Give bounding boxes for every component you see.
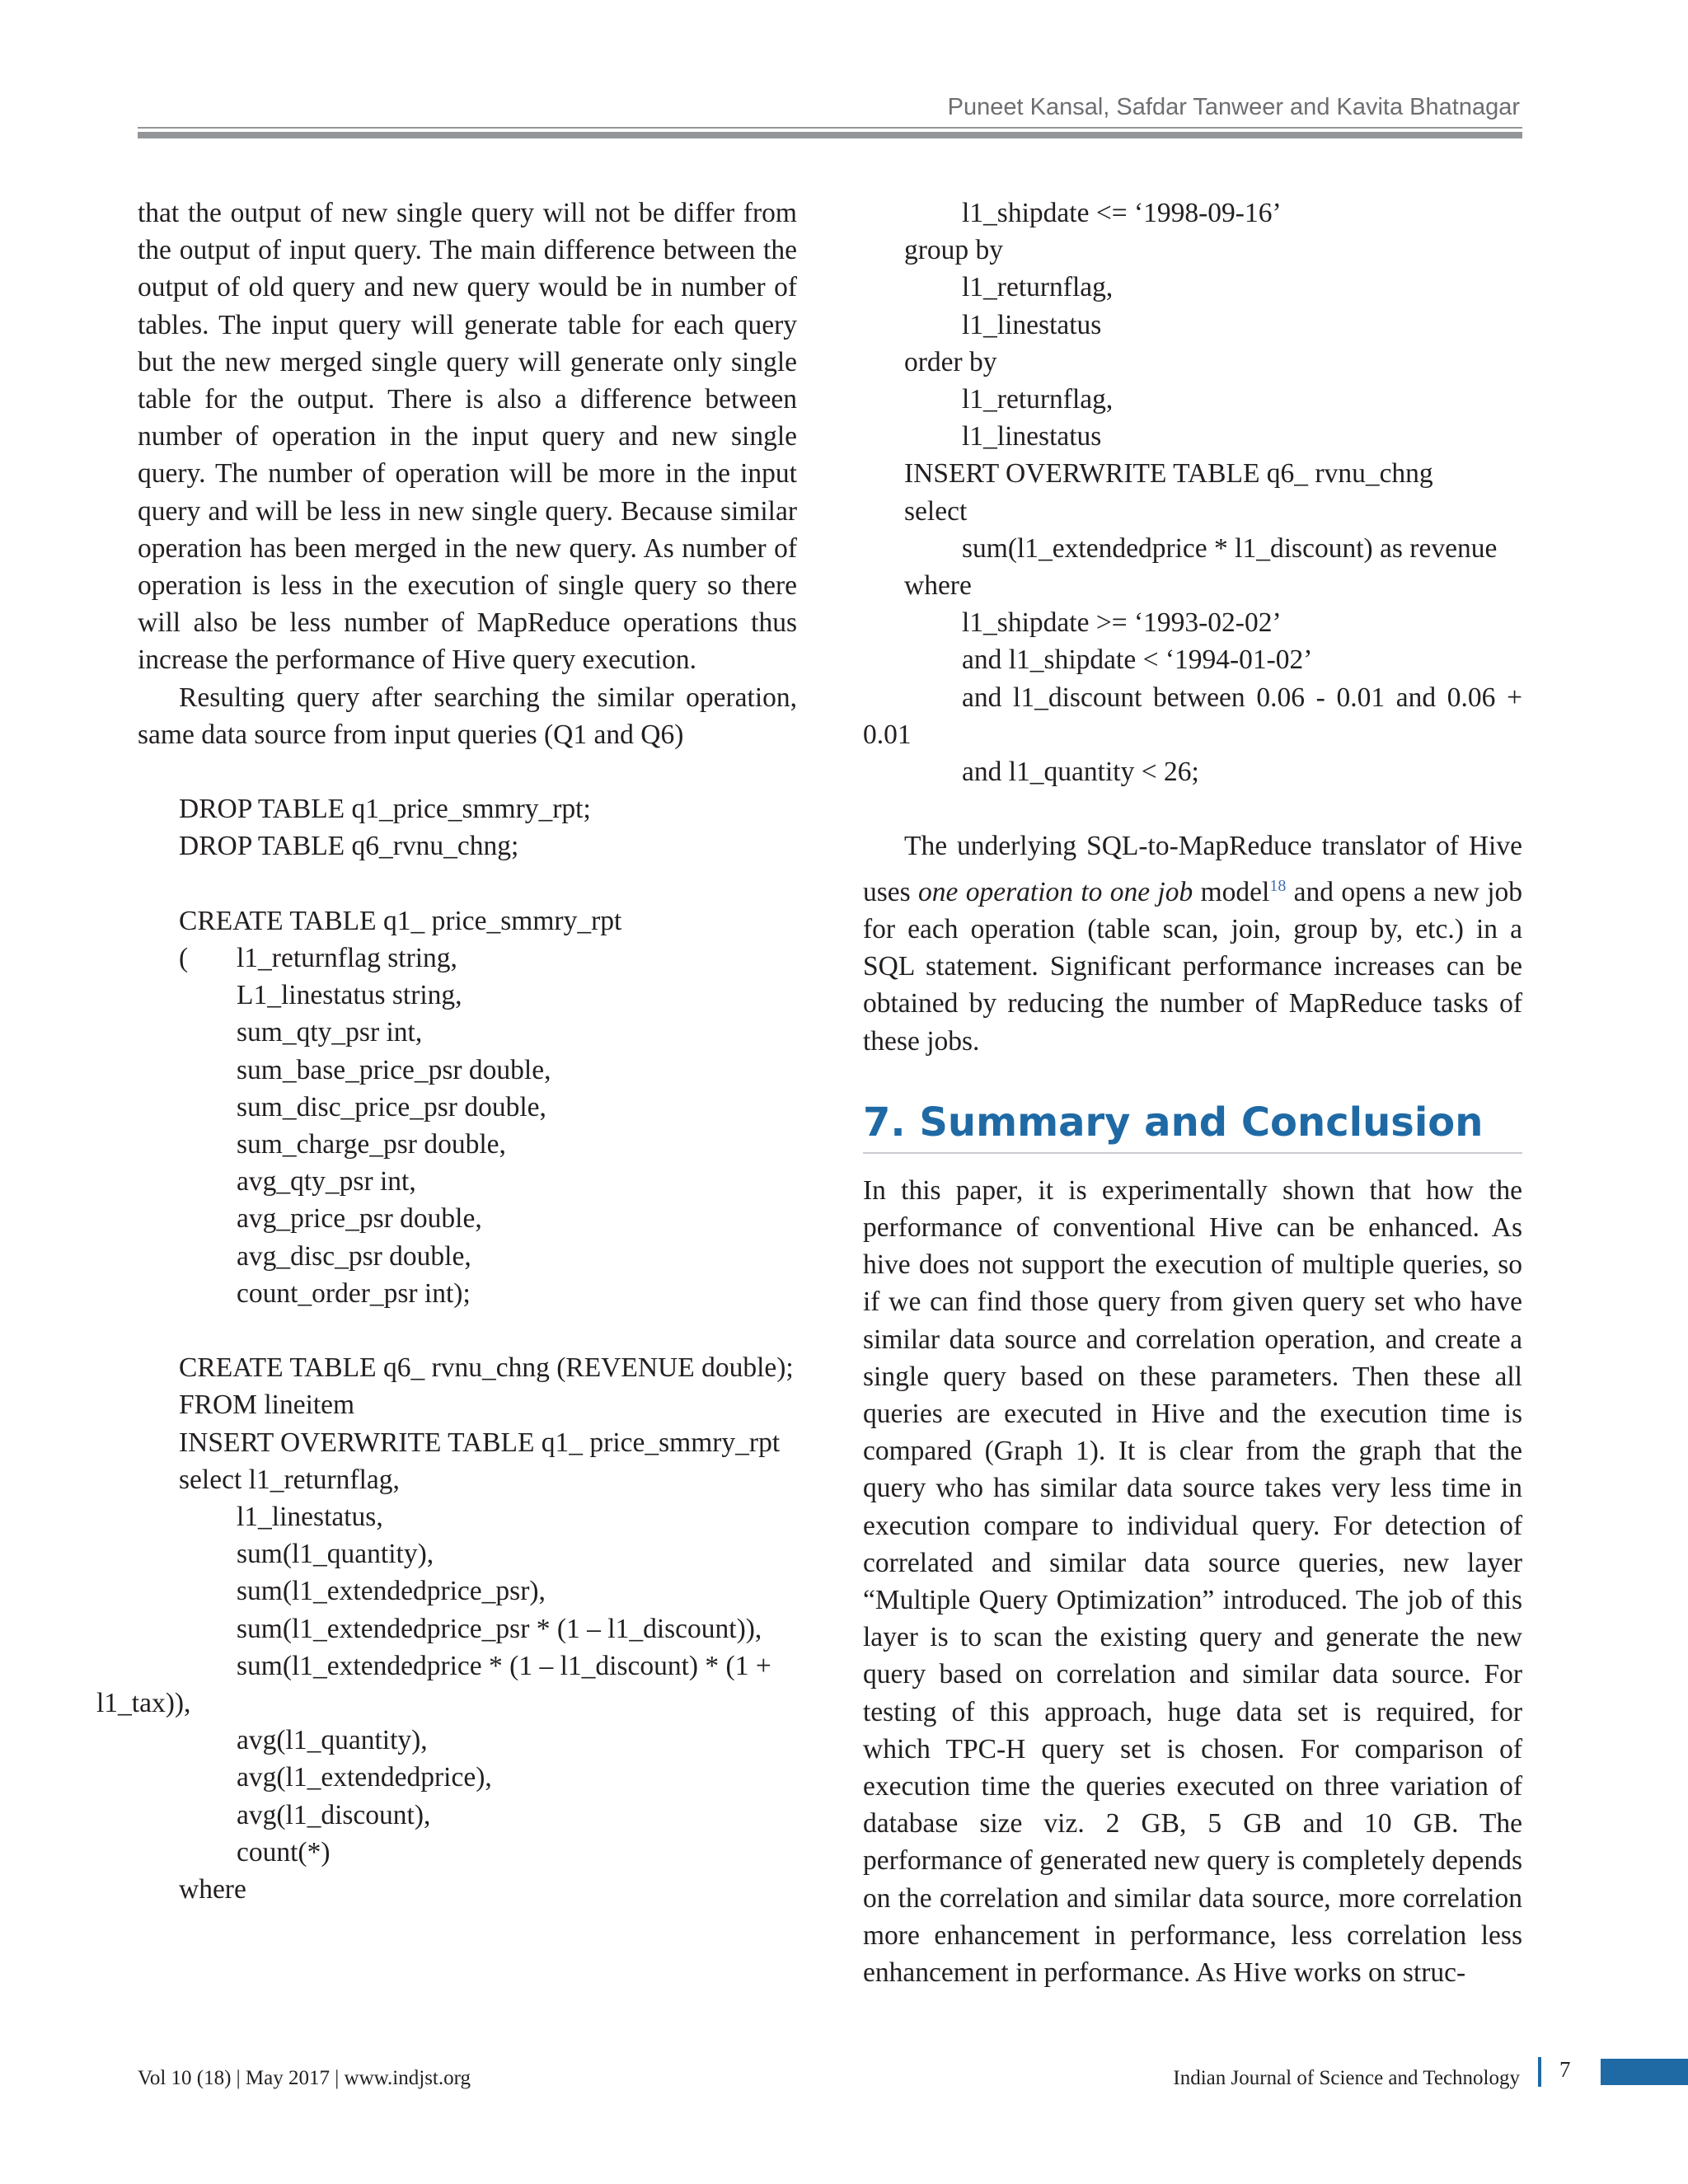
code-line: sum_base_price_psr double, [237,1054,551,1085]
code-line: avg(l1_quantity), [237,1725,428,1756]
text-run: model [1193,876,1270,907]
code-line [138,940,797,977]
body-paragraph [863,827,1522,1059]
code-line: avg(l1_extendedprice), [237,1762,492,1793]
code-line: INSERT OVERWRITE TABLE q6_ rvnu_chng [904,458,1433,490]
conclusion-paragraph: In this paper, it is experimentally shown that how the performance of conventional Hive can be enhanced. As hive does not support the execution of multiple queries, so if we can find those query from given query set who have similar data source and correlation operation, and create a single query based on these parameters. Then these all queries are executed in Hive and the execution time is compared (Graph 1). It is clear from the graph that the query who has similar data source takes very less time in execution compare to individual query. For detection of correlated and similar data source queries, new layer “Multiple Query Optimization” introduced. The job of this layer is to scan the existing query and generate the new query based on correlation and similar data source. For testing of this approach, huge data set is required, for which TPC-H query set is chosen. For comparison of execution time the queries executed on three variation of database size viz. 2 GB, 5 GB and 10 GB. The performance of generated new query is completely depends on the correlation and similar data source, more correlation more enhancement in performance, less correlation less enhancement in performance. As Hive works on struc- [863,1174,1522,1989]
footer-citation: Vol 10 (18) | May 2017 | www.indjst.org [138,2067,471,2089]
query-code-block [96,790,797,1908]
code-line: sum_qty_psr int, [237,1017,423,1048]
code-line: l1_returnflag, [962,384,1114,415]
code-line: select l1_returnflag, [179,1464,400,1495]
code-line: count_order_psr int); [237,1277,471,1309]
header-rule-thick [138,132,1522,138]
code-line: group by [904,235,1004,266]
code-line: sum(l1_extendedprice_psr * (1 – l1_discount)), [237,1613,762,1644]
code-line: l1_linestatus [962,421,1102,452]
code-line: select [904,495,968,527]
code-line: FROM lineitem [179,1390,355,1421]
code-line: where [904,570,972,602]
code-line: INSERT OVERWRITE TABLE q1_ price_smmry_rpt [179,1427,781,1458]
query-code-block [863,194,1522,790]
running-head-authors: Puneet Kansal, Safdar Tanweer and Kavita Bhatnagar [947,94,1520,120]
header-rule-thin [138,127,1522,129]
code-line: sum_disc_price_psr double, [237,1091,546,1122]
code-line: l1_linestatus, [237,1502,383,1533]
footer-journal: Indian Journal of Science and Technology [1173,2067,1520,2089]
code-line: sum(l1_extendedprice_psr), [237,1576,546,1607]
footer-divider [1538,2057,1541,2087]
code-line: sum(l1_extendedprice * l1_discount) as revenue [962,532,1498,564]
code-line: L1_linestatus string, [237,980,462,1011]
code-line: count(*) [237,1836,331,1868]
body-paragraph: that the output of new single query will not be differ from the output of input query. The main difference between the output of old query and new query would be in number of tables. The input query will generate table for each query but the new merged single query will generate only single table for the output. There is also a difference between number of operation in the input query and new single query. The number of operation will be more in the input query and will be less in new single query. Because similar operation has been merged in the new query. As number of operation is less in the execution of single query so there will also be less number of MapReduce operations thus increase the performance of Hive query execution. [138,198,797,676]
code-line: and l1_quantity < 26; [962,757,1199,788]
code-line: CREATE TABLE q1_ price_smmry_rpt [179,905,622,936]
code-text: l1_returnflag string, [237,943,457,974]
emphasis-text: one operation to one job [918,876,1193,907]
code-line: avg_disc_psr double, [237,1240,471,1272]
code-line: where [179,1874,246,1905]
reference-link[interactable]: 18 [1269,876,1287,895]
section-rule [863,1152,1522,1154]
text-run: The underlying SQL-to-MapReduce translator of Hive uses [863,831,1522,907]
code-line: avg_price_psr double, [237,1203,482,1235]
code-line: l1_shipdate <= ‘1998-09-16’ [962,198,1282,228]
code-line: l1_returnflag, [962,272,1114,303]
page-number: 7 [1559,2057,1571,2082]
code-line: sum(l1_quantity), [237,1539,434,1570]
code-line: sum_charge_psr double, [237,1129,506,1160]
page-tab-marker [1601,2059,1688,2085]
body-paragraph: Resulting query after searching the similar operation, same data source from input queries (Q1 and Q6) [138,682,797,750]
code-line: avg_qty_psr int, [237,1166,416,1197]
code-line: and l1_shipdate < ‘1994-01-02’ [962,644,1313,676]
code-line: l1_shipdate >= ‘1993-02-02’ [962,607,1282,639]
code-line: DROP TABLE q1_price_smmry_rpt; [179,794,591,825]
code-line: DROP TABLE q6_rvnu_chng; [179,831,519,862]
section-heading: 7. Summary and Conclusion [863,1099,1484,1146]
code-line: sum(l1_extendedprice * (1 – l1_discount) * (1 + l1_tax)), [96,1650,771,1719]
code-line: l1_linestatus [962,309,1102,340]
left-column [96,194,797,1908]
text-run: and opens a new job for each operation (table scan, join, group by, etc.) in a SQL statement. Significant performance increases can be obtained by reducing the number of MapReduce tasks of these jobs. [863,876,1523,1057]
open-paren: ( [179,943,189,974]
code-line: and l1_discount between 0.06 - 0.01 and 0.06 + 0.01 [863,682,1522,750]
code-line: CREATE TABLE q6_ rvnu_chng (REVENUE double); [179,1352,794,1384]
right-column [863,194,1522,1991]
code-line: order by [904,346,997,377]
code-line: avg(l1_discount), [237,1799,431,1830]
